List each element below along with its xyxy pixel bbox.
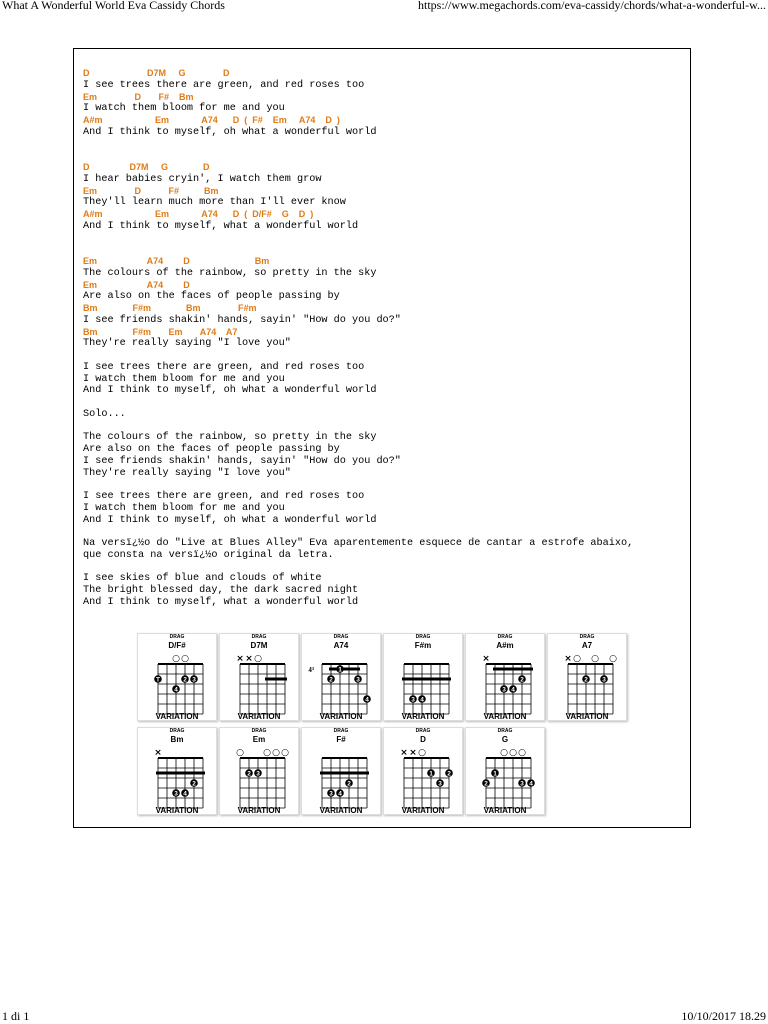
muted-string-mark: × [400, 748, 408, 758]
muted-string-mark: × [564, 654, 572, 664]
barre-mark [265, 678, 287, 681]
note-line: Na versï¿½o do "Live at Blues Alley" Eva aparentemente esquece de cantar a estrofe abaixo, [83, 538, 634, 549]
chord-name: A74 [333, 641, 349, 650]
variation-link[interactable]: VARIATION [155, 806, 199, 815]
lyric-line: I see trees there are green, and red roses too [83, 361, 365, 373]
lyric-line: I see skies of blue and clouds of white [83, 573, 322, 585]
chord-line: A#m Em A74 D ( D/F# G D ) [83, 209, 314, 219]
finger-number: 1 [493, 770, 497, 778]
finger-number: 2 [192, 780, 196, 788]
drag-handle[interactable]: DRAG [333, 728, 349, 734]
lyric-line: Are also on the faces of people passing by [83, 444, 340, 455]
chord-card[interactable] [301, 727, 381, 815]
variation-link[interactable]: VARIATION [319, 712, 363, 721]
drag-handle[interactable]: DRAG [251, 728, 267, 734]
chord-line: Bm F#m Bm F#m [83, 303, 257, 313]
finger-number: 3 [438, 780, 442, 788]
chord-card[interactable] [219, 727, 299, 815]
chord-name: Em [252, 735, 266, 744]
finger-number: 3 [356, 676, 360, 684]
chord-card[interactable] [465, 727, 545, 815]
lyric-line: I see trees there are green, and red roses too [83, 491, 365, 502]
variation-link[interactable]: VARIATION [237, 806, 281, 815]
chord-line: D D7M G D [83, 68, 230, 78]
finger-number: 4 [365, 696, 369, 704]
header-title: What A Wonderful World Eva Cassidy Chords [2, 0, 225, 12]
fretboard-diagram [151, 648, 209, 714]
open-string-mark: ○ [236, 748, 244, 758]
chord-line: D D7M G D [83, 162, 210, 172]
song-body [83, 68, 633, 609]
chord-line: Bm F#m Em A74 A7 [83, 326, 238, 337]
finger-number: 3 [520, 780, 524, 788]
finger-number: 2 [347, 780, 351, 788]
chord-line: A#m Em A74 D ( F# Em A74 D ) [83, 115, 340, 125]
muted-string-mark: × [236, 654, 244, 664]
drag-handle[interactable]: DRAG [497, 634, 513, 640]
finger-number: 4 [420, 696, 424, 704]
chord-line: Em A74 D Bm [83, 256, 270, 266]
fretboard-diagram [308, 648, 373, 714]
finger-number: 4 [174, 686, 178, 694]
fretboard-diagram [479, 648, 537, 714]
fretboard-diagram [561, 648, 619, 714]
muted-string-mark: × [409, 748, 417, 758]
finger-number: 4 [529, 780, 533, 788]
open-string-mark: ○ [263, 748, 271, 758]
fretboard-diagram [151, 742, 209, 808]
lyric-line: The bright blessed day, the dark sacred night [83, 585, 359, 596]
lyric-line: I watch them bloom for me and you [83, 502, 285, 514]
fretboard-diagram [315, 742, 373, 808]
open-string-mark: ○ [500, 748, 508, 758]
chord-name: D7M [250, 641, 268, 650]
chord-card[interactable] [137, 727, 217, 815]
drag-handle[interactable]: DRAG [169, 728, 185, 734]
finger-number: 4 [511, 686, 515, 694]
fretboard-diagram [233, 648, 291, 714]
lyric-line: And I think to myself, oh what a wonderful world [83, 126, 377, 138]
chord-name: G [501, 735, 509, 744]
finger-number: 2 [584, 676, 588, 684]
lyric-line: I see friends shakin' hands, sayin' "How do you do?" [83, 455, 401, 467]
barre-mark [329, 668, 360, 671]
lyric-line: And I think to myself, what a wonderful world [83, 220, 359, 232]
open-string-mark: ○ [181, 654, 189, 664]
finger-number: 4 [338, 790, 342, 798]
variation-link[interactable]: VARIATION [483, 712, 527, 721]
finger-number: 3 [192, 676, 196, 684]
lyric-line: They're really saying "I love you" [83, 338, 291, 350]
footer-datetime: 10/10/2017 18.29 [681, 1009, 766, 1023]
chord-name: A#m [496, 641, 514, 650]
finger-number: 2 [447, 770, 451, 778]
lyric-line: I see friends shakin' hands, sayin' "How do you do?" [83, 314, 401, 326]
chord-card[interactable] [465, 633, 545, 721]
variation-link[interactable]: VARIATION [401, 806, 445, 815]
finger-number: 2 [484, 780, 488, 788]
muted-string-mark: × [482, 654, 490, 664]
open-string-mark: ○ [609, 654, 617, 664]
chord-name: Bm [170, 735, 184, 744]
drag-handle[interactable]: DRAG [333, 634, 349, 640]
chord-card[interactable] [301, 633, 381, 721]
fretboard-diagram [397, 742, 455, 808]
finger-number: 3 [502, 686, 506, 694]
lyric-line: Are also on the faces of people passing by [83, 291, 340, 303]
muted-string-mark: × [154, 748, 162, 758]
chord-card[interactable] [547, 633, 627, 721]
chord-card[interactable] [137, 633, 217, 721]
finger-number: 3 [411, 696, 415, 704]
open-string-mark: ○ [591, 654, 599, 664]
drag-handle[interactable]: DRAG [579, 634, 595, 640]
finger-number: 2 [183, 676, 187, 684]
variation-link[interactable]: VARIATION [237, 712, 281, 721]
finger-number: 1 [338, 666, 342, 674]
drag-handle[interactable]: DRAG [497, 728, 513, 734]
open-string-mark: ○ [272, 748, 280, 758]
fretboard-diagram [233, 742, 291, 808]
open-string-mark: ○ [509, 748, 517, 758]
lyric-line: I see trees there are green, and red roses too [83, 79, 365, 91]
open-string-mark: ○ [573, 654, 581, 664]
drag-handle[interactable]: DRAG [415, 728, 431, 734]
footer-page: 1 di 1 [2, 1009, 30, 1023]
variation-link[interactable]: VARIATION [319, 806, 363, 815]
finger-number: 3 [602, 676, 606, 684]
chord-name: F#m [414, 641, 432, 650]
lyric-line: They'll learn much more than I'll ever know [83, 197, 346, 209]
finger-number: 4 [183, 790, 187, 798]
drag-handle[interactable]: DRAG [415, 634, 431, 640]
drag-handle[interactable]: DRAG [251, 634, 267, 640]
finger-number: 2 [247, 770, 251, 778]
variation-link[interactable]: VARIATION [155, 712, 199, 721]
chord-card[interactable] [219, 633, 299, 721]
lyric-line: The colours of the rainbow, so pretty in the sky [83, 432, 377, 444]
lyric-line: The colours of the rainbow, so pretty in the sky [83, 267, 377, 279]
lyric-line: They're really saying "I love you" [83, 467, 291, 479]
finger-number: 2 [520, 676, 524, 684]
finger-number: 2 [329, 676, 333, 684]
open-string-mark: ○ [254, 654, 262, 664]
lyric-line: And I think to myself, what a wonderful world [83, 596, 359, 608]
open-string-mark: ○ [518, 748, 526, 758]
chord-name: A7 [581, 641, 593, 650]
finger-number: T [156, 676, 160, 684]
chord-name: D/F# [168, 641, 186, 650]
fret-number: 4³ [308, 666, 314, 674]
barre-mark [156, 772, 205, 775]
muted-string-mark: × [245, 654, 253, 664]
chord-card[interactable] [383, 727, 463, 815]
chord-card[interactable] [383, 633, 463, 721]
note-line: que consta na versï¿½o original da letra. [83, 549, 334, 561]
lyric-line: I hear babies cryin', I watch them grow [83, 173, 322, 185]
solo-line: Solo... [83, 408, 126, 420]
variation-link[interactable]: VARIATION [483, 806, 527, 815]
fretboard-diagram [479, 742, 537, 808]
open-string-mark: ○ [418, 748, 426, 758]
drag-handle[interactable]: DRAG [169, 634, 185, 640]
lyric-line: And I think to myself, oh what a wonderful world [83, 385, 377, 397]
lyric-line: I watch them bloom for me and you [83, 103, 285, 115]
open-string-mark: ○ [172, 654, 180, 664]
chord-name: D [420, 735, 426, 744]
chord-line: Em D F# Bm [83, 185, 219, 196]
finger-number: 3 [256, 770, 260, 778]
barre-mark [402, 678, 451, 681]
finger-number: 3 [329, 790, 333, 798]
variation-link[interactable]: VARIATION [565, 712, 609, 721]
barre-mark [493, 668, 533, 671]
finger-number: 1 [429, 770, 433, 778]
lyric-line: And I think to myself, oh what a wonderful world [83, 514, 377, 526]
lyric-line: I watch them bloom for me and you [83, 373, 285, 385]
header-url[interactable]: https://www.megachords.com/eva-cassidy/chords/what-a-wonderful-w... [417, 0, 766, 12]
chord-line: Em A74 D [83, 279, 190, 290]
chord-line: Em D F# Bm [83, 91, 194, 102]
variation-link[interactable]: VARIATION [401, 712, 445, 721]
chord-name: F# [336, 735, 346, 744]
barre-mark [320, 772, 369, 775]
finger-number: 3 [174, 790, 178, 798]
fretboard-diagram [397, 648, 455, 714]
open-string-mark: ○ [281, 748, 289, 758]
